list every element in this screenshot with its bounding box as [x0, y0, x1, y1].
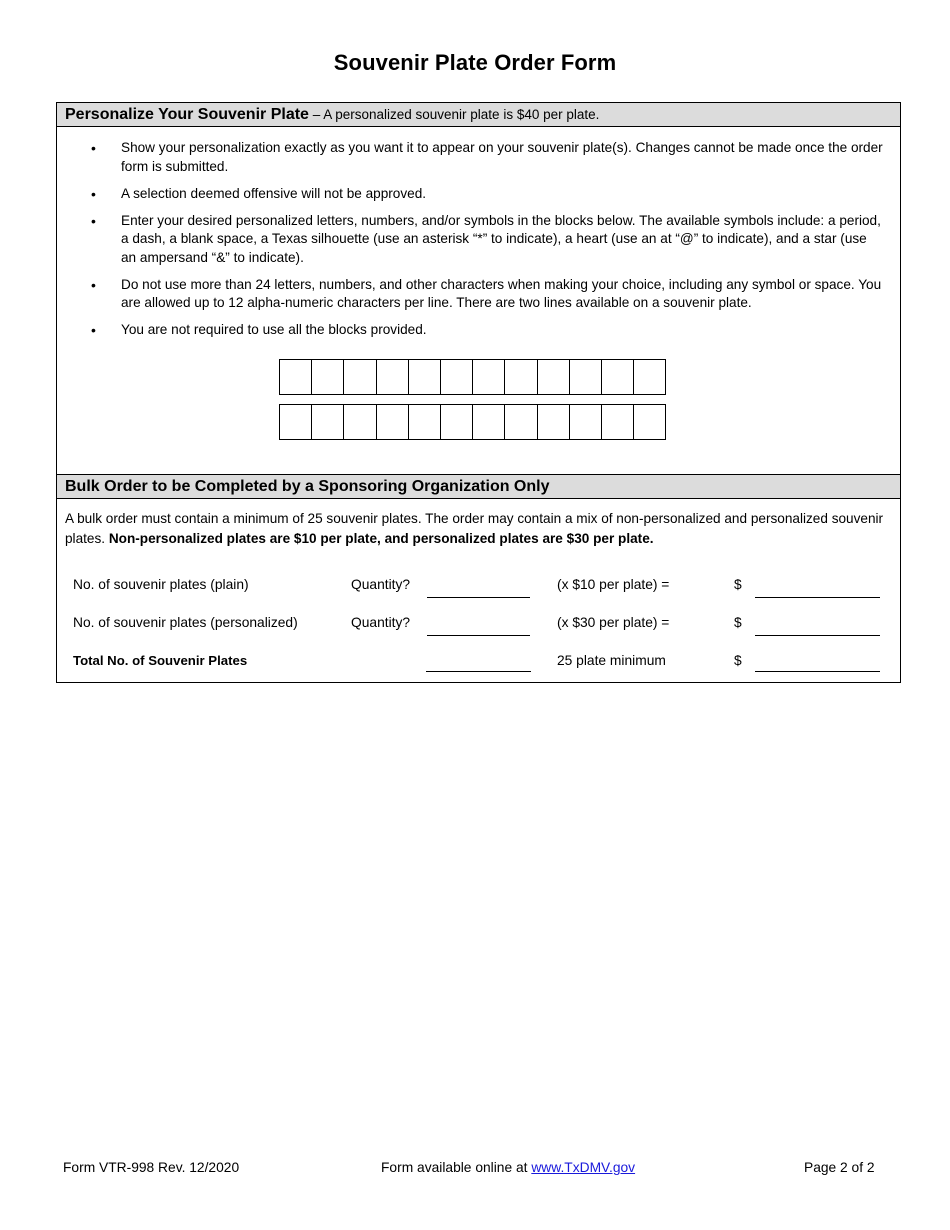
bullet-icon: •	[91, 185, 96, 202]
txdmv-link[interactable]: www.TxDMV.gov	[531, 1160, 636, 1175]
quantity-field[interactable]	[427, 635, 530, 636]
char-block[interactable]	[376, 359, 409, 395]
char-block[interactable]	[633, 404, 666, 440]
char-block[interactable]	[472, 359, 505, 395]
char-block[interactable]	[408, 359, 441, 395]
char-block[interactable]	[537, 359, 570, 395]
list-item: • A selection deemed offensive will not be approved.	[91, 185, 427, 202]
amount-field[interactable]	[755, 635, 880, 636]
personalize-heading: Personalize Your Souvenir Plate	[65, 106, 309, 123]
total-amount-field[interactable]	[755, 671, 880, 672]
plate-line-2-grid	[279, 404, 666, 440]
dollar-sign: $	[734, 615, 742, 630]
personalize-price-note: – A personalized souvenir plate is $40 per plate.	[308, 107, 600, 122]
bulk-heading: Bulk Order to be Completed by a Sponsoring Organization Only	[65, 478, 550, 495]
bullet-icon: •	[91, 140, 96, 156]
char-block[interactable]	[537, 404, 570, 440]
char-block[interactable]	[633, 359, 666, 395]
char-block[interactable]	[279, 404, 312, 440]
char-block[interactable]	[376, 404, 409, 440]
char-block[interactable]	[440, 404, 473, 440]
char-block[interactable]	[601, 359, 634, 395]
personalize-section-header	[57, 103, 900, 127]
instructions-list	[85, 139, 895, 348]
bulk-pricing-note: Non-personalized plates are $10 per plate, and personalized plates are $30 per plate.	[108, 530, 654, 546]
dollar-sign: $	[734, 577, 742, 592]
char-block[interactable]	[343, 404, 376, 440]
page-title: Souvenir Plate Order Form	[333, 50, 617, 75]
char-block[interactable]	[311, 359, 344, 395]
char-block[interactable]	[343, 359, 376, 395]
personalized-plates-row	[57, 615, 900, 645]
online-availability: Form available online at www.TxDMV.gov	[381, 1160, 636, 1175]
char-block[interactable]	[504, 404, 537, 440]
char-block[interactable]	[504, 359, 537, 395]
row-label: Total No. of Souvenir Plates	[73, 653, 248, 668]
list-item: • Enter your desired personalized letters, numbers, and/or symbols in the blocks below. The available symbols include: a period, a dash, a blank space, a Texas silhouette (use an asterisk “*” to indicate), a heart (use an at “@” to indicate), and a star (use an ampersand “&” to indicate).	[91, 212, 881, 265]
char-block[interactable]	[440, 359, 473, 395]
quantity-label: Quantity?	[351, 615, 411, 630]
rate-label: (x $30 per plate) =	[557, 615, 670, 630]
order-form-box	[56, 102, 901, 683]
row-label: No. of souvenir plates (personalized)	[73, 615, 298, 630]
list-item: • You are not required to use all the blocks provided.	[91, 322, 427, 338]
char-block[interactable]	[472, 404, 505, 440]
amount-field[interactable]	[755, 597, 880, 598]
char-block[interactable]	[311, 404, 344, 440]
char-block[interactable]	[408, 404, 441, 440]
row-label: No. of souvenir plates (plain)	[73, 577, 249, 592]
total-plates-row	[57, 653, 900, 683]
quantity-field[interactable]	[427, 597, 530, 598]
list-item: • Show your personalization exactly as you want it to appear on your souvenir plate(s). Changes cannot be made once the order form is submitted.	[91, 140, 883, 174]
minimum-note: 25 plate minimum	[557, 653, 666, 668]
bulk-section-header	[57, 474, 900, 499]
bulk-description: A bulk order must contain a minimum of 25 souvenir plates. The order may contain a mix of non-personalized and personalized souvenir plates. Non-personalized plates are $10 per plate, and personalized plates are $30 per plate.	[65, 511, 884, 546]
plate-line-1-grid	[279, 359, 666, 395]
dollar-sign: $	[734, 653, 742, 668]
char-block[interactable]	[569, 359, 602, 395]
page-number: Page 2 of 2	[804, 1160, 875, 1175]
bullet-icon: •	[91, 322, 96, 338]
plain-plates-row	[57, 577, 900, 607]
list-item: • Do not use more than 24 letters, numbers, and other characters when making your choice, including any symbol or space. You are allowed up to 12 alpha-numeric characters per line. There are two lines available on a souvenir plate.	[91, 276, 882, 310]
quantity-label: Quantity?	[351, 577, 411, 592]
bullet-icon: •	[91, 212, 96, 229]
total-quantity-field[interactable]	[426, 671, 531, 672]
bullet-icon: •	[91, 276, 96, 293]
char-block[interactable]	[569, 404, 602, 440]
rate-label: (x $10 per plate) =	[557, 577, 670, 592]
char-block[interactable]	[601, 404, 634, 440]
char-block[interactable]	[279, 359, 312, 395]
form-id: Form VTR-998 Rev. 12/2020	[63, 1160, 240, 1175]
